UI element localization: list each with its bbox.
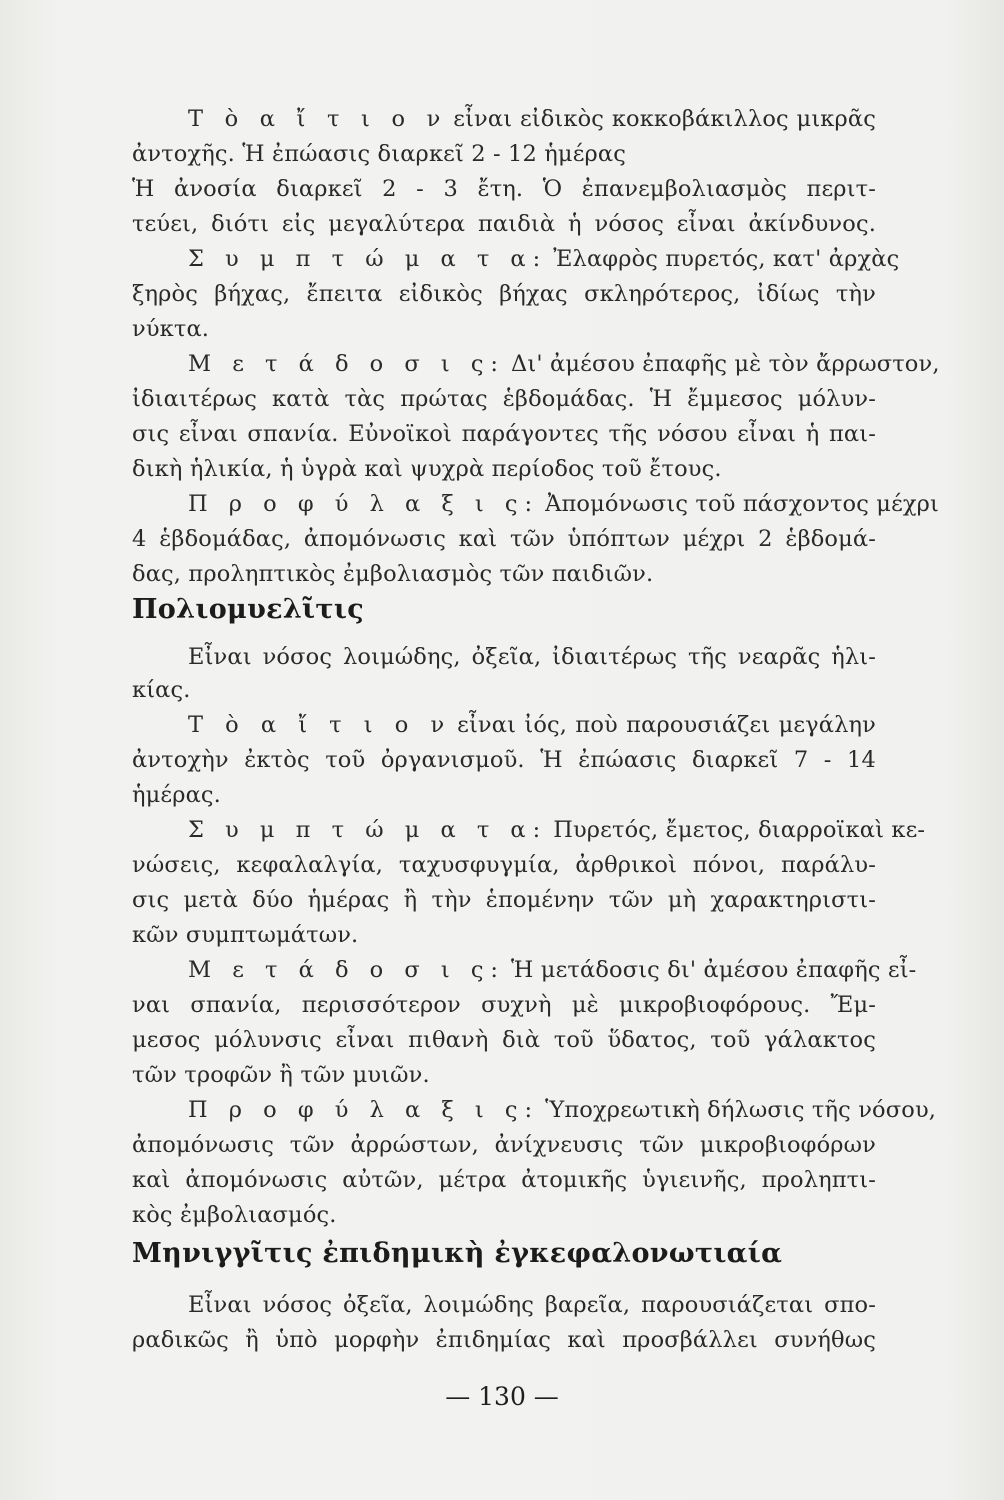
text-line: δικὴ ἡλικία, ἡ ὑγρὰ καὶ ψυχρὰ περίοδος τοῦ ἔτους.	[132, 456, 722, 482]
text-line: ἡμέρας.	[132, 782, 221, 808]
text-line: κίας.	[132, 677, 191, 703]
text-line: δας, προληπτικὸς ἐμβολιασμὸς τῶν παιδιῶν.	[132, 561, 654, 587]
spaced-label: Σ υ μ π τ ώ μ α τ α:	[188, 817, 548, 843]
text-line: Μ ε τ ά δ ο σ ι ς: Ἡ μετάδοσις δι' ἀμέσου ἐπαφῆς εἶ-	[188, 957, 917, 983]
spaced-label: Μ ε τ ά δ ο σ ι ς:	[188, 957, 506, 983]
section-heading: Πολιομυελῖτις	[132, 594, 364, 625]
text-line: σις εἶναι σπανία. Εὐνοϊκοὶ παράγοντες τῆς νόσου εἶναι ἡ παι-	[132, 421, 876, 447]
text-line: Π ρ ο φ ύ λ α ξ ι ς: Ἀπομόνωσις τοῦ πάσχοντος μέχρι	[188, 491, 940, 517]
text-line: ἀπομόνωσις τῶν ἀρρώστων, ἀνίχνευσις τῶν μικροβιοφόρων	[132, 1132, 876, 1158]
text-line: τῶν τροφῶν ἢ τῶν μυιῶν.	[132, 1062, 430, 1088]
text-line: ναι σπανία, περισσότερον συχνὴ μὲ μικροβιοφόρους. Ἔμ-	[132, 992, 876, 1018]
text-line: κῶν συμπτωμάτων.	[132, 922, 359, 948]
text-line: Σ υ μ π τ ώ μ α τ α: Ἐλαφρὸς πυρετός, κατ' ἀρχὰς	[188, 246, 900, 272]
text-line: Τ ὸ α ἴ τ ι ο ν εἶναι ἰός, ποὺ παρουσιάζει μεγάλην	[188, 712, 876, 738]
text-line: νώσεις, κεφαλαλγία, ταχυσφυγμία, ἀρθρικοὶ πόνοι, παράλυ-	[132, 852, 876, 878]
text-line: ἰδιαιτέρως κατὰ τὰς πρώτας ἑβδομάδας. Ἡ ἔμμεσος μόλυν-	[132, 386, 876, 412]
spaced-label: Π ρ ο φ ύ λ α ξ ι ς:	[188, 491, 540, 517]
text-line: Σ υ μ π τ ώ μ α τ α: Πυρετός, ἔμετος, διαρροϊκαὶ κε-	[188, 817, 926, 843]
text-line: ραδικῶς ἢ ὑπὸ μορφὴν ἐπιδημίας καὶ προσβάλλει συνήθως	[132, 1327, 876, 1353]
text-line: ἀντοχὴν ἐκτὸς τοῦ ὀργανισμοῦ. Ἡ ἐπώασις διαρκεῖ 7 - 14	[132, 747, 876, 773]
section-heading: Μηνιγγῖτις ἐπιδημικὴ ἐγκεφαλονωτιαία	[132, 1238, 783, 1269]
spaced-label: Μ ε τ ά δ ο σ ι ς:	[188, 351, 506, 377]
text-line: Ἡ ἀνοσία διαρκεῖ 2 - 3 ἔτη. Ὁ ἐπανεμβολιασμὸς περιτ-	[132, 176, 876, 202]
text-line: ἀντοχῆς. Ἡ ἐπώασις διαρκεῖ 2 - 12 ἡμέρας	[132, 141, 626, 167]
text-line: Εἶναι νόσος ὀξεῖα, λοιμώδης βαρεῖα, παρουσιάζεται σπο-	[188, 1292, 876, 1318]
text-line: τεύει, διότι εἰς μεγαλύτερα παιδιὰ ἡ νόσος εἶναι ἀκίνδυνος.	[132, 211, 876, 237]
text-line: καὶ ἀπομόνωσις αὐτῶν, μέτρα ἀτομικῆς ὑγιεινῆς, προληπτι-	[132, 1167, 876, 1193]
text-line: Π ρ ο φ ύ λ α ξ ι ς: Ὑποχρεωτικὴ δήλωσις τῆς νόσου,	[188, 1097, 937, 1123]
spaced-label: Τ ὸ α ἴ τ ι ο ν	[188, 712, 452, 738]
text-line: σις μετὰ δύο ἡμέρας ἢ τὴν ἑπομένην τῶν μὴ χαρακτηριστι-	[132, 887, 876, 913]
spaced-label: Τ ὸ α ἴ τ ι ο ν	[188, 106, 448, 132]
text-line: νύκτα.	[132, 316, 210, 342]
page-number: — 130 —	[445, 1382, 559, 1411]
text-line: Μ ε τ ά δ ο σ ι ς: Δι' ἀμέσου ἐπαφῆς μὲ τὸν ἄρρωστον,	[188, 351, 940, 377]
text-line: 4 ἑβδομάδας, ἀπομόνωσις καὶ τῶν ὑπόπτων μέχρι 2 ἑβδομά-	[132, 526, 876, 552]
spaced-label: Σ υ μ π τ ώ μ α τ α:	[188, 246, 548, 272]
text-line: Εἶναι νόσος λοιμώδης, ὀξεῖα, ἰδιαιτέρως τῆς νεαρᾶς ἡλι-	[188, 644, 876, 670]
text-line: μεσος μόλυνσις εἶναι πιθανὴ διὰ τοῦ ὕδατος, τοῦ γάλακτος	[132, 1027, 876, 1053]
spaced-label: Π ρ ο φ ύ λ α ξ ι ς:	[188, 1097, 540, 1123]
text-line: Τ ὸ α ἴ τ ι ο ν εἶναι εἰδικὸς κοκκοβάκιλλος μικρᾶς	[188, 106, 876, 132]
text-line: κὸς ἐμβολιασμός.	[132, 1202, 337, 1228]
text-line: ξηρὸς βήχας, ἔπειτα εἰδικὸς βήχας σκληρότερος, ἰδίως τὴν	[132, 281, 876, 307]
